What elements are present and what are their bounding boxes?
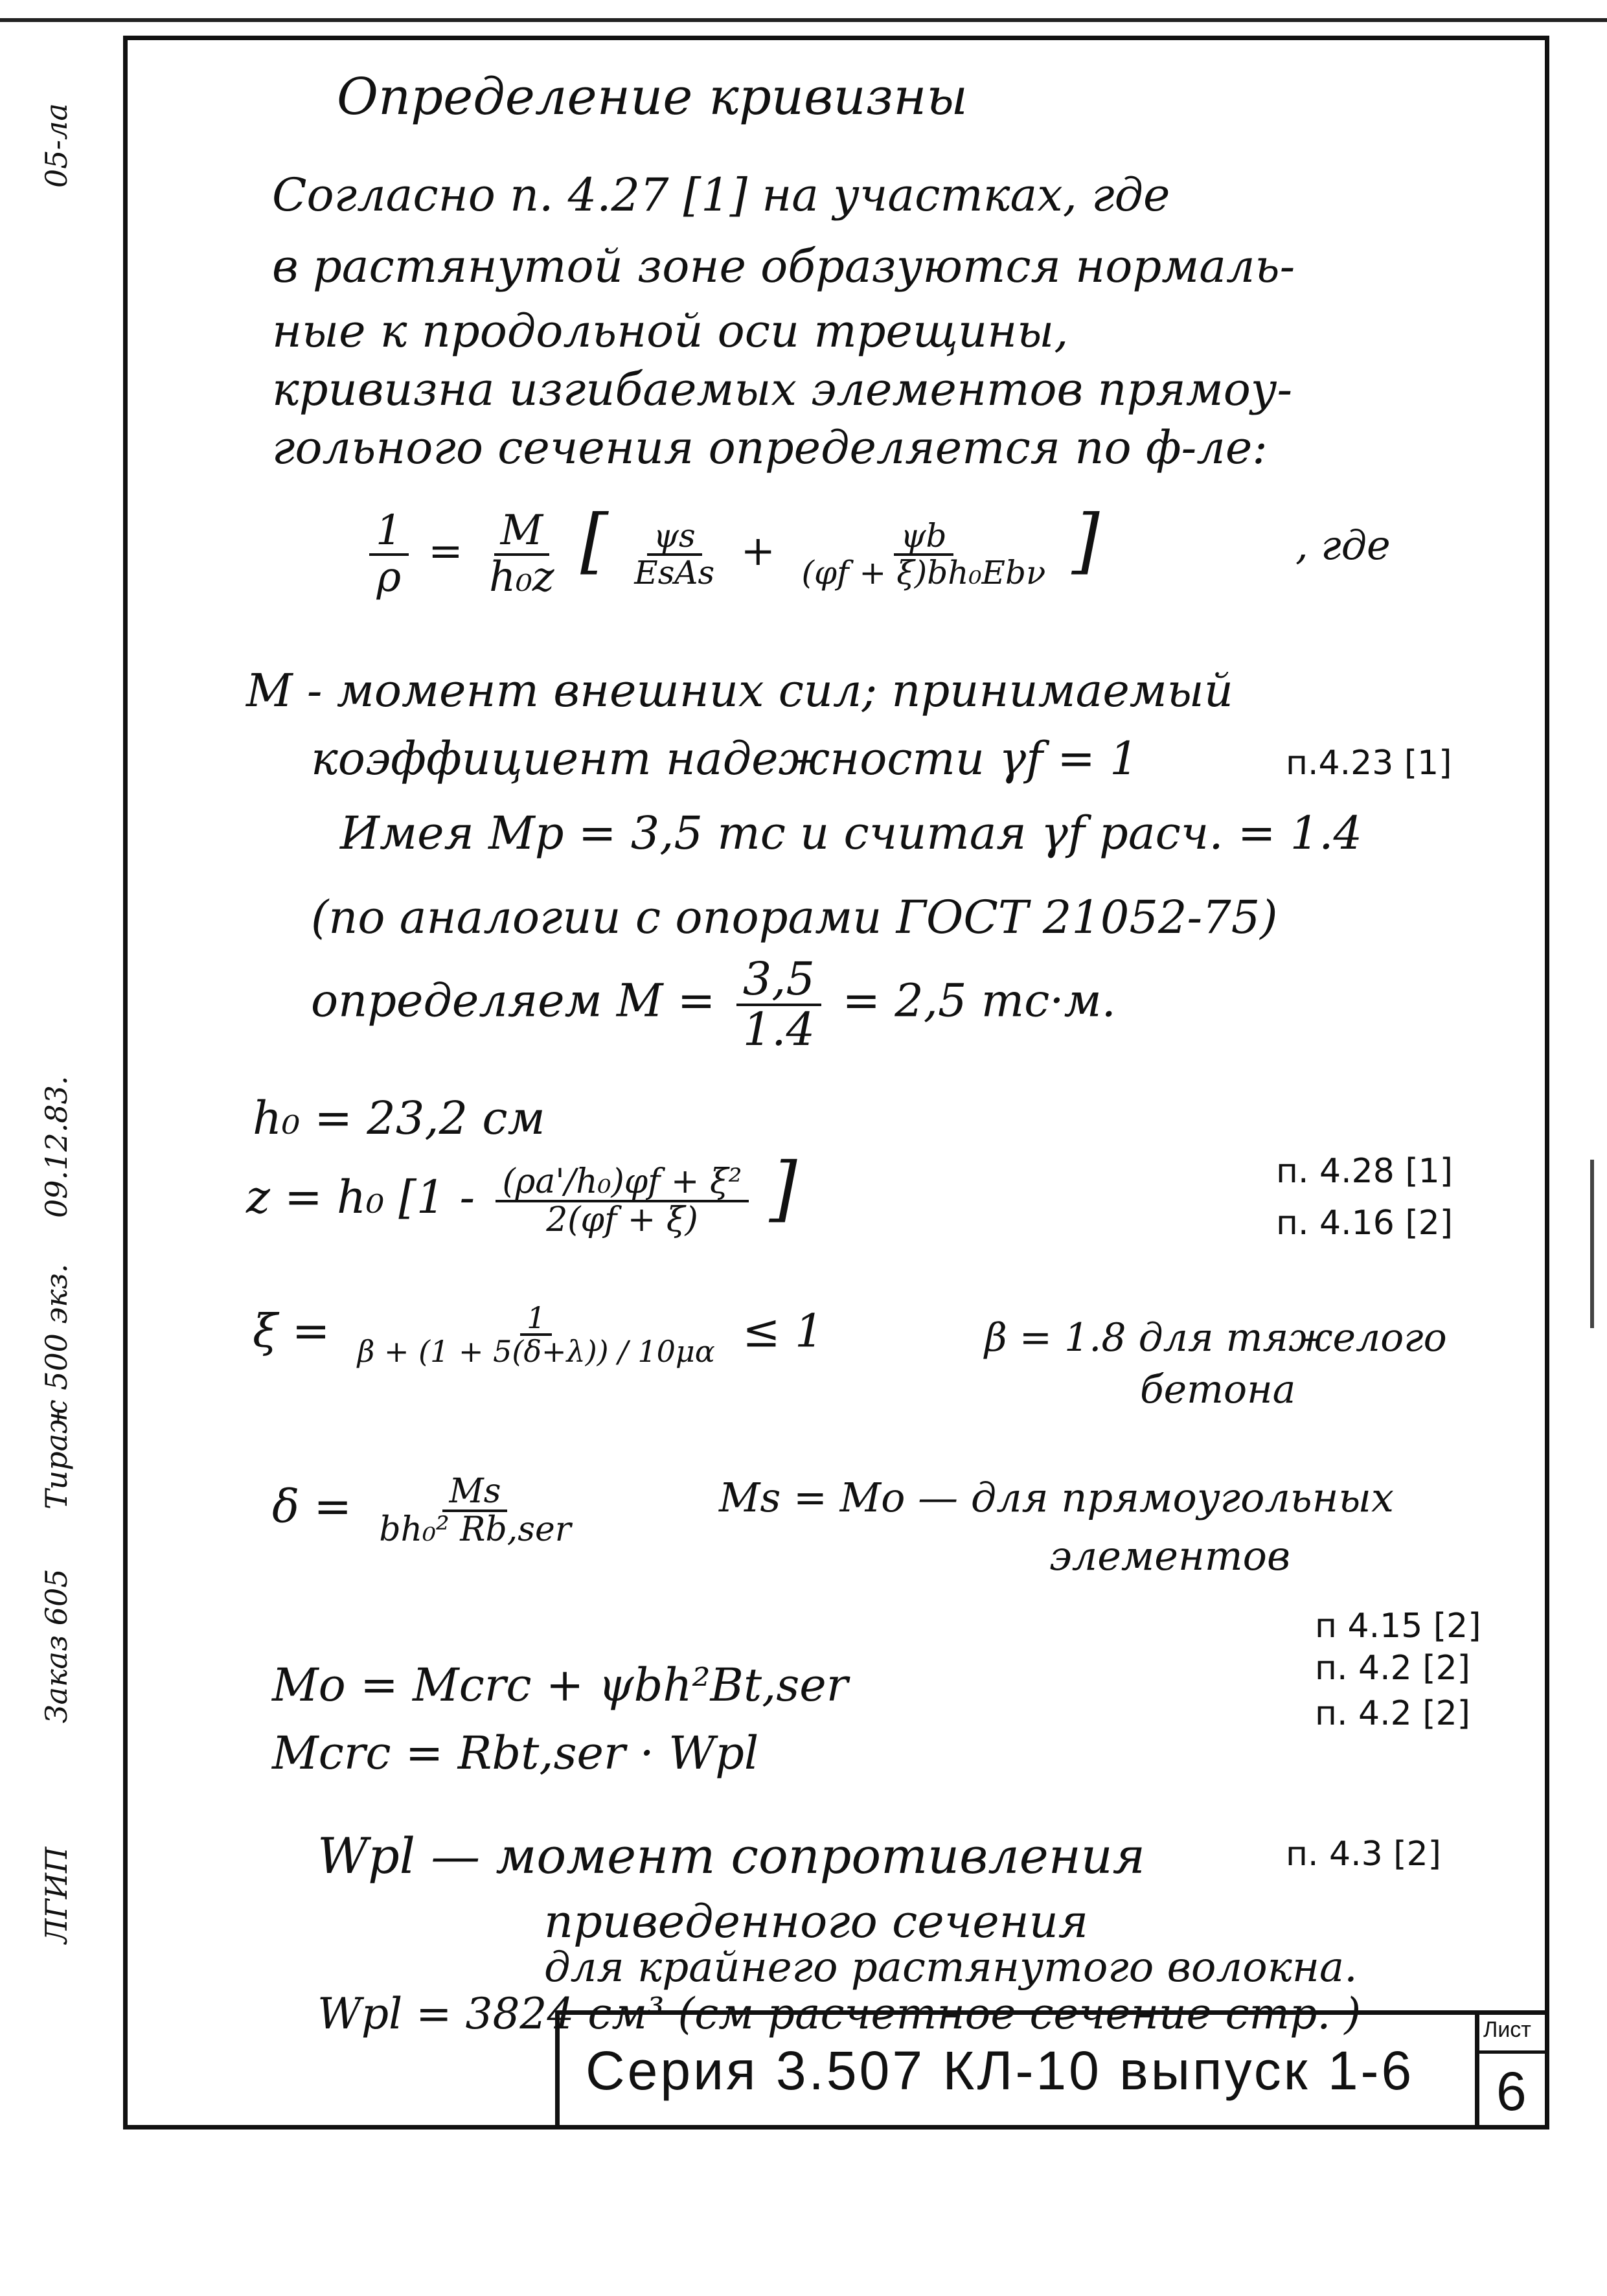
paragraph-line-2: в растянутой зоне образуются нормаль- [272, 240, 1295, 293]
h0-value: h₀ = 23,2 см [253, 1092, 545, 1145]
scan-mark [1590, 1160, 1594, 1328]
delta-formula: δ = $\frac{Ms}{\text{bh₀² Rb,ser}}$ [272, 1474, 584, 1547]
wpl-line-2: приведенного сечения [544, 1895, 1089, 1948]
stamp-sheet-box [1475, 2010, 1549, 2130]
ms-line-2: элементов [1049, 1532, 1291, 1579]
fraction-m-over-h0z: $\frac{M}{\text{h₀z}}$ [489, 507, 554, 601]
beta-line-2: бетона [1140, 1367, 1296, 1412]
wpl-line-1: Wpl — момент сопротивления [317, 1827, 1146, 1885]
moment-line-2: коэффициент надежности γf = 1 [311, 732, 1139, 785]
page-top-edge [0, 18, 1607, 22]
mo-ref-3: п. 4.2 [2] [1315, 1694, 1470, 1733]
wpl-line-4: Wpl = 3824 см³ (см расчетное сечение стр. ) [317, 1989, 1362, 2039]
page-heading: Определение кривизны [337, 68, 968, 126]
wpl-ref: п. 4.3 [2] [1286, 1835, 1441, 1874]
fraction-one-over-rho: $\frac{1}{\rho}$ [369, 509, 409, 599]
paragraph-line-1: Согласно п. 4.27 [1] на участках, где [272, 168, 1170, 222]
series-title: Серия 3.507 КЛ-10 выпуск 1-6 [586, 2040, 1415, 2101]
fraction-xi: $\frac{1}{\beta + (1 + 5(\delta+\lambda)) / 10\mu\alpha}$ [357, 1300, 715, 1370]
moment-line-3: Имея Mp = 3,5 тс и считая γf расч. = 1.4 [340, 807, 1363, 860]
stamp-title-box [555, 2010, 1475, 2130]
sheet-number: 6 [1496, 2061, 1527, 2122]
margin-org: ЛГИП [39, 1846, 74, 1944]
formula-where: , где [1295, 522, 1391, 569]
beta-line-1: β = 1.8 для тяжелого [985, 1315, 1447, 1360]
fraction-delta: $\frac{Ms}{\text{bh₀² Rb,ser}}$ [379, 1472, 571, 1549]
z-formula: z = h₀ [1 - $\frac{\text{(ρa'/h₀)φf + ξ²}}{2(\varphi f + \xi)}$ ] [246, 1147, 797, 1239]
sheet-divider [1479, 2050, 1549, 2054]
margin-date: 09.12.83. [39, 1075, 74, 1218]
z-ref-2: п. 4.16 [2] [1276, 1204, 1453, 1243]
mo-formula: Mo = Mcrc + ψbh²Bt,ser [272, 1659, 849, 1712]
moment-ref: п.4.23 [1] [1286, 744, 1452, 783]
fraction-m-value: $\frac{3,5}{1.4}$ [736, 956, 821, 1053]
margin-order: Заказ 605 [39, 1568, 74, 1723]
moment-line-1: M - момент внешних сил; принимаемый [246, 664, 1233, 717]
moment-line-4: (по аналогии с опорами ГОСТ 21052-75) [311, 891, 1278, 944]
curvature-formula: $\frac{1}{\rho}$ = $\frac{M}{\text{h₀z}}$ [ $\frac{\psi s}{\text{EsAs}}$ + $\frac{\psi b}{\text{(φf + ξ)bh₀Ebν}}$ ] [363, 499, 1100, 599]
fraction-psi-b: $\frac{\psi b}{\text{(φf + ξ)bh₀Ebν}}$ [801, 517, 1046, 591]
sheet-label: Лист [1483, 2017, 1531, 2042]
mcrc-formula: Mcrc = Rbt,ser · Wpl [272, 1727, 759, 1780]
z-ref-1: п. 4.28 [1] [1276, 1152, 1453, 1191]
margin-code: 05-ла [39, 103, 74, 188]
paragraph-line-4: кривизна изгибаемых элементов прямоу- [272, 363, 1293, 416]
fraction-psi-s: $\frac{\psi s}{\text{EsAs}}$ [634, 517, 715, 591]
mo-ref-2: п. 4.2 [2] [1315, 1649, 1470, 1688]
margin-print-run: Тираж 500 экз. [39, 1263, 74, 1510]
moment-line-5: определяем M = $\frac{3,5}{1.4}$ = 2,5 тс·м. [311, 952, 1116, 1056]
mo-ref-1: п 4.15 [2] [1315, 1607, 1481, 1646]
fraction-z: $\frac{\text{(ρa'/h₀)φf + ξ²}}{2(\varphi f + \xi)}$ [496, 1164, 748, 1237]
xi-formula: ξ = $\frac{1}{\beta + (1 + 5(\delta+\lambda)) / 10\mu\alpha}$ ≤ 1 [253, 1300, 824, 1370]
wpl-line-3: для крайнего растянутого волокна. [544, 1944, 1358, 1992]
paragraph-line-3: ные к продольной оси трещины, [272, 304, 1069, 358]
ms-line-1: Ms = Mo — для прямоугольных [719, 1474, 1394, 1521]
paragraph-line-5: гольного сечения определяется по ф-ле: [272, 421, 1268, 474]
